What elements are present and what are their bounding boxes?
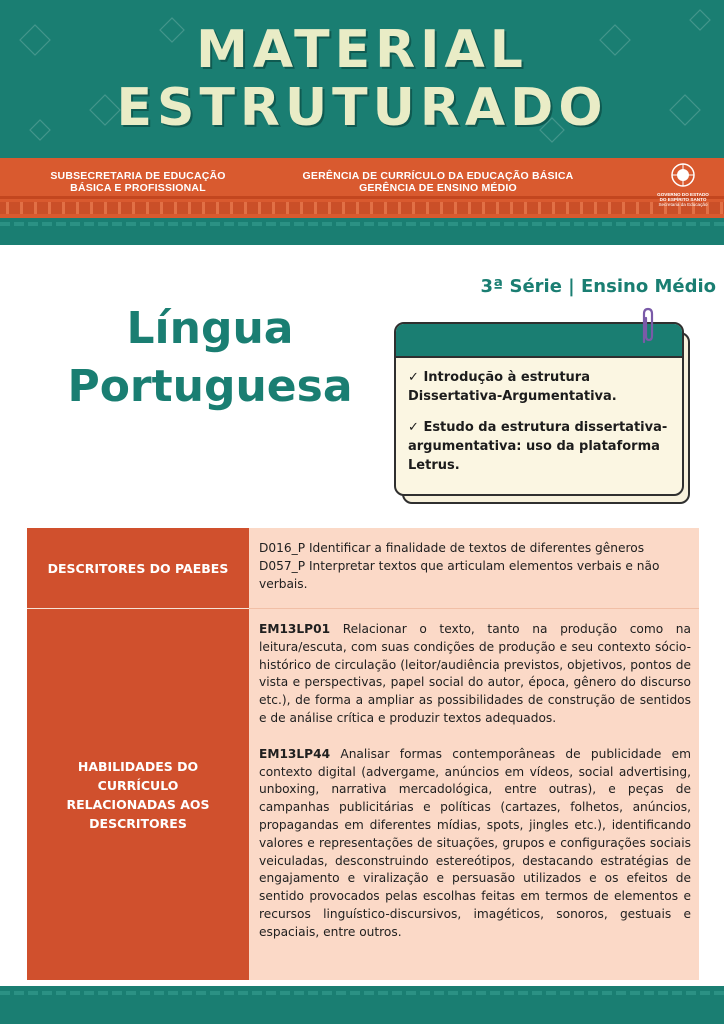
stripe	[0, 196, 724, 199]
subject-line2: Portuguesa	[67, 361, 353, 412]
check-icon: ✓	[408, 420, 419, 435]
org-gerencia	[300, 170, 576, 194]
title-material: MATERIAL	[196, 20, 528, 80]
org-gerencia-line2: GERÊNCIA DE ENSINO MÉDIO	[359, 182, 517, 194]
gov-name-line1: GOVERNO DO ESTADO	[657, 192, 709, 197]
check-icon: ✓	[408, 370, 419, 385]
topic-text: Introdução à estrutura Dissertativa-Argumentativa.	[408, 370, 617, 404]
row-header: DESCRITORES DO PAEBES	[27, 528, 249, 608]
subject-line1: Língua	[126, 303, 294, 354]
skill-text: Analisar formas contemporâneas de publicidade em contexto digital (advergame, anúncios em vídeos, social advertising, unboxing, narrativa mercadológica, entre outras), e peças de campanhas publicitárias e políticas (cartazes, folhetos, anúncios, propagandas em diferentes mídias, spots, jingles etc.), identificando valores e representações de situações, grupos e configurações sociais veiculadas, desconstruindo estereótipos, destacando estratégias de engajamento e viralização e persuasão utilizados e os efeitos de sentido provocados pelas escolhas feitas em termos de elementos e recursos linguístico-discursivos, imagéticos, sonoros, gestuais e espaciais, entre outros.	[259, 746, 692, 939]
skill-code: EM13LP01	[259, 622, 331, 636]
descriptor-line: D016_P Identificar a finalidade de textos de diferentes gêneros	[259, 541, 645, 555]
descriptor-line: D057_P Interpretar textos que articulam elementos verbais e não verbais.	[259, 558, 660, 591]
coat-of-arms-icon	[670, 162, 696, 188]
topic-item	[408, 418, 680, 475]
gov-name-line2: DO ESPÍRITO SANTO	[659, 197, 707, 203]
gov-secretariat: Secretaria da Educação	[658, 202, 708, 208]
header-bottom-band	[0, 218, 724, 245]
title-banner	[0, 0, 724, 158]
organization-bar	[0, 158, 724, 218]
row-content	[249, 528, 699, 608]
topic-item	[408, 368, 680, 406]
band-pattern	[0, 222, 724, 226]
paperclip-icon	[638, 306, 658, 346]
note-card	[394, 322, 684, 496]
grade-level: 3ª Série | Ensino Médio	[480, 276, 716, 297]
subject-title	[30, 300, 390, 416]
table-row-habilidades	[27, 608, 699, 980]
government-logo	[652, 162, 714, 216]
skill-paragraph	[259, 621, 691, 728]
org-gerencia-line1: GERÊNCIA DE CURRÍCULO DA EDUCAÇÃO BÁSICA	[302, 170, 574, 182]
footer-band	[0, 986, 724, 1024]
table-row-descritores	[27, 528, 699, 608]
note-card-body	[408, 368, 680, 487]
row-header: HABILIDADES DO CURRÍCULO RELACIONADAS AOS DESCRITORES	[27, 608, 249, 980]
topic-text: Estudo da estrutura dissertativa-argumentativa: uso da plataforma Letrus.	[408, 420, 668, 473]
skill-paragraph	[259, 746, 691, 942]
curriculum-table	[27, 528, 699, 980]
footer-pattern	[0, 991, 724, 995]
org-subsecretaria: SUBSECRETARIA DE EDUCAÇÃO BÁSICA E PROFISSIONAL	[50, 170, 226, 194]
skill-text: Relacionar o texto, tanto na produção como na leitura/escuta, com suas condições de produção e seu contexto sócio-histórico de circulação (leitor/audiência previstos, objetivos, pontos de vista e perspectivas, papel social do autor, época, gênero do discurso etc.), de forma a ampliar as possibilidades de construção de sentidos e de análise crítica e produzir textos adequados.	[259, 622, 692, 725]
skill-code: EM13LP44	[259, 746, 331, 761]
row-content	[249, 608, 699, 980]
stripe-pattern	[0, 202, 724, 214]
header-banner	[0, 0, 724, 245]
title-estruturado: ESTRUTURADO	[116, 78, 608, 138]
